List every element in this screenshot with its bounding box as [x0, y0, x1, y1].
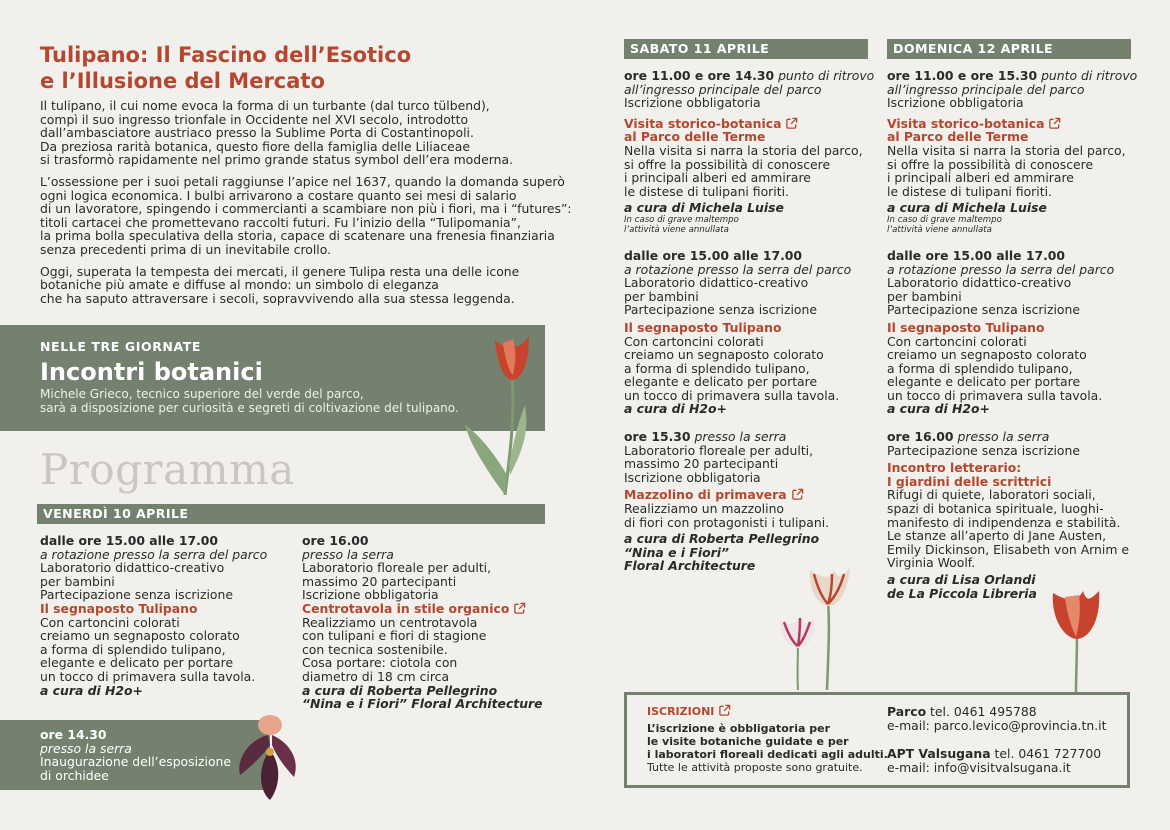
external-link-icon — [513, 602, 526, 615]
day-header-domenica: DOMENICA 12 APRILE — [887, 39, 1131, 59]
intro-paragraph-2: L’ossessione per i suoi petali raggiunse l’apice nel 1637, quando la domanda superò ogni logica economica. I bulbi arrivarono a costare quanto sei mesi di salario di un lavoratore, spingendo i commercianti a scambiare non più i fiori, ma i “futures”: titoli cartacei che promettevano raccolti futuri. Fu l’inizio della “Tulipomania”, la prima bolla speculativa della storia, capace di scatenare una frenesia finanziaria senza precedenti prima di un inevitabile crollo. — [40, 173, 572, 257]
intro-section — [40, 42, 572, 306]
event-title: Incontro letterario: — [887, 460, 1022, 476]
event-title: Il segnaposto Tulipano — [40, 600, 198, 616]
iscrizioni-title[interactable]: ISCRIZIONI — [647, 704, 877, 718]
tulip-illustration-right — [1045, 585, 1105, 693]
external-link-icon — [791, 488, 804, 501]
tulip-illustration-left — [455, 325, 545, 505]
contacts: Parco tel. 0461 495788 e-mail: parco.levico@provincia.tn.it APT Valsugana tel. 0461 727700 e-mail: info@visitvalsugana.it — [887, 704, 1107, 775]
external-link-icon — [718, 704, 731, 717]
external-link-icon — [785, 117, 798, 130]
domenica-column: ore 11.00 e ore 15.30 punto di ritrovo all’ingresso principale del parco Iscrizione obbligatoria Visita storico-botanica al Parco delle Terme Nella visita si narra la storia del parco, si offre la possibilità di conoscere i principali alberi ed ammirare le distese di tulipani fioriti. a cura di Michela Luise In caso di grave maltempo l’attività viene annullata dalle ore 15.00 alle 17.00 a rotazione presso la serra del parco Laboratorio didattico-creativo per bambini Partecipazione senza iscrizione Il segnaposto Tulipano Con cartoncini colorati creiamo un segnaposto colorato a forma di splendido tulipano, elegante e delicato per portare un tocco di primavera sulla tavola. a cura di H2o+ ore 16.00 presso la serra Partecipazione senza iscrizione Incontro letterario: I giardini delle scrittrici Rifugi di quiete, laboratori sociali, spazi di botanica spirituale, luoghi- manifesto di indipendenza e stabilità. Le stanze all’aperto di Jane Austen, Emily Dickinson, Elisabeth von Arnim e Virginia Woolf. a cura di Lisa Orlandi de La Piccola Libreria — [887, 69, 1157, 600]
event-title-link[interactable]: Visita storico-botanica — [624, 117, 874, 131]
event-title-link[interactable]: Visita storico-botanica — [887, 117, 1157, 131]
day-header-venerdi: VENERDÌ 10 APRILE — [37, 504, 545, 524]
event-title-link[interactable]: Centrotavola in stile organico — [302, 602, 547, 616]
orchid-illustration — [228, 705, 308, 805]
incontri-kicker: NELLE TRE GIORNATE — [40, 339, 202, 354]
incontri-description: Michele Grieco, tecnico superiore del verde del parco, sarà a disposizione per curiosità e segreti di coltivazione del tulipano. — [40, 387, 459, 415]
external-link-icon — [1048, 117, 1061, 130]
day-header-sabato: SABATO 11 APRILE — [624, 39, 868, 59]
orchid-exhibition-box: ore 14.30 presso la serra Inaugurazione dell’esposizione di orchidee — [0, 720, 270, 790]
venerdi-event-2: ore 16.00 presso la serra Laboratorio floreale per adulti, massimo 20 partecipanti Iscrizione obbligatoria Centrotavola in stile organico Realizziamo un centrotavola con tulipani e fiori di stagione con tecnica sostenibile. Cosa portare: ciotola con diametro di 18 cm circa a cura di Roberta Pellegrino “Nina e i Fiori” Floral Architecture — [302, 534, 547, 711]
event-title: Il segnaposto Tulipano — [887, 319, 1045, 335]
programma-heading: Programma — [40, 445, 295, 494]
iscrizioni-box: ISCRIZIONI L’iscrizione è obbligatoria per le visite botaniche guidate e per i laboratori floreali dedicati agli adulti. Tutte le attività proposte sono gratuite. Parco tel. 0461 495788 e-mail: parco.levico@provincia.tn.it APT Valsugana tel. 0461 727700 e-mail: info@visitvalsugana.it — [624, 692, 1130, 788]
intro-paragraph-3: Oggi, superata la tempesta dei mercati, il genere Tulipa resta una delle icone botaniche più amate e diffuse al mondo: un simbolo di eleganza che ha saputo attraversare i secoli, sopravvivendo alla sua stessa leggenda. — [40, 263, 520, 306]
event-title-link[interactable]: Mazzolino di primavera — [624, 488, 874, 502]
incontri-title: Incontri botanici — [40, 358, 263, 386]
page-title: Tulipano: Il Fascino dell’Esotico e l’Illusione del Mercato — [40, 43, 412, 93]
apt-email-link[interactable]: info@visitvalsugana.it — [933, 759, 1071, 775]
venerdi-event-1: dalle ore 15.00 alle 17.00 a rotazione presso la serra del parco Laboratorio didattico-creativo per bambini Partecipazione senza iscrizione Il segnaposto Tulipano Con cartoncini colorati creiamo un segnaposto colorato a forma di splendido tulipano, elegante e delicato per portare un tocco di primavera sulla tavola. a cura di H2o+ — [40, 534, 300, 697]
tulip-illustration-middle — [770, 560, 870, 692]
parco-email-link[interactable]: parco.levico@provincia.tn.it — [933, 717, 1107, 733]
intro-paragraph-1: Il tulipano, il cui nome evoca la forma di un turbante (dal turco tülbend), compì il suo ingresso trionfale in Occidente nel XVI secolo, introdotto dall’ambasciatore austriaco presso la Sublime Porta di Costantinopoli. Da preziosa rarità botanica, questo fiore della famiglia delle Liliaceae si trasformò rapidamente nel primo grande status symbol dell’era moderna. — [40, 98, 514, 168]
sabato-column: ore 11.00 e ore 14.30 punto di ritrovo all’ingresso principale del parco Iscrizione obbligatoria Visita storico-botanica al Parco delle Terme Nella visita si narra la storia del parco, si offre la possibilità di conoscere i principali alberi ed ammirare le distese di tulipani fioriti. a cura di Michela Luise In caso di grave maltempo l’attività viene annullata dalle ore 15.00 alle 17.00 a rotazione presso la serra del parco Laboratorio didattico-creativo per bambini Partecipazione senza iscrizione Il segnaposto Tulipano Con cartoncini colorati creiamo un segnaposto colorato a forma di splendido tulipano, elegante e delicato per portare un tocco di primavera sulla tavola. a cura di H2o+ ore 15.30 presso la serra Laboratorio floreale per adulti, massimo 20 partecipanti Iscrizione obbligatoria Mazzolino di primavera Realizziamo un mazzolino di fiori con protagonisti i tulipani. a cura di Roberta Pellegrino “Nina e i Fiori” Floral Architecture — [624, 68, 875, 574]
event-title: Il segnaposto Tulipano — [624, 319, 782, 335]
